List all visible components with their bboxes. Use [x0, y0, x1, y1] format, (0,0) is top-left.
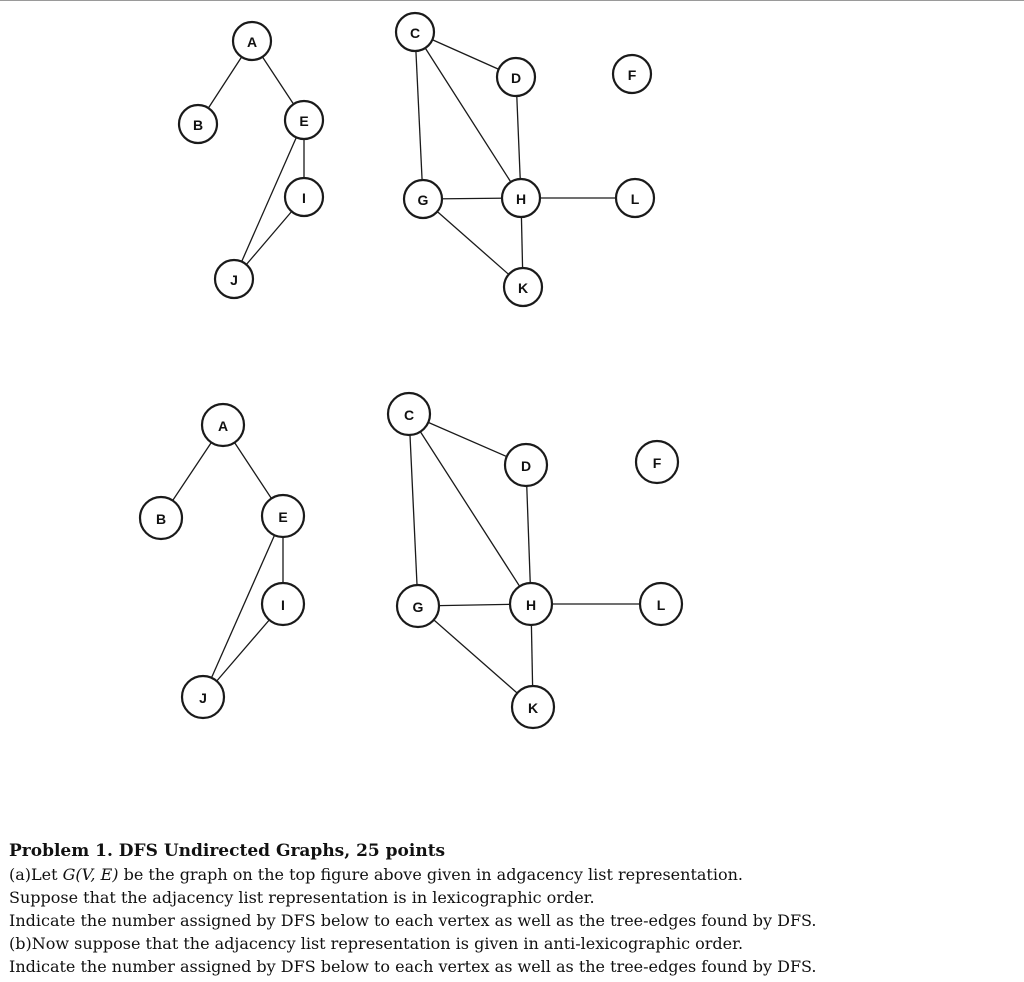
node-label: G — [412, 599, 424, 615]
node-j — [182, 676, 224, 718]
node-i — [285, 178, 323, 216]
node-label: F — [627, 67, 637, 83]
node-e — [262, 495, 304, 537]
problem-line-a-prefix: (a)Let — [9, 865, 63, 884]
problem-title: Problem 1. DFS Undirected Graphs, 25 points — [9, 841, 446, 861]
node-label: I — [281, 597, 285, 613]
node-l — [640, 583, 682, 625]
node-a — [233, 22, 271, 60]
node-b — [140, 497, 182, 539]
node-label: L — [630, 191, 640, 207]
node-b — [179, 105, 217, 143]
problem-line-a — [9, 863, 1009, 886]
node-label: A — [217, 418, 229, 434]
problem-line-a-rest: be the graph on the top figure above given in adgacency list representation. — [118, 865, 743, 884]
edge-c-g — [415, 32, 423, 199]
node-i — [262, 583, 304, 625]
node-c — [388, 393, 430, 435]
node-label: E — [299, 113, 309, 129]
graph-notation: G(V, E) — [62, 865, 119, 884]
problem-statement — [9, 840, 1009, 978]
node-k — [504, 268, 542, 306]
node-l — [616, 179, 654, 217]
node-a — [202, 404, 244, 446]
node-h — [510, 583, 552, 625]
node-g — [397, 585, 439, 627]
node-label: L — [656, 597, 666, 613]
node-d — [505, 444, 547, 486]
node-label: B — [155, 511, 167, 527]
node-label: A — [246, 34, 258, 50]
node-label: I — [302, 190, 306, 206]
node-label: B — [192, 117, 204, 133]
node-g — [404, 180, 442, 218]
node-c — [396, 13, 434, 51]
node-e — [285, 101, 323, 139]
node-label: E — [278, 509, 288, 525]
edge-c-h — [415, 32, 521, 198]
node-label: F — [652, 455, 662, 471]
graph-bottom — [0, 380, 1024, 740]
node-label: D — [520, 458, 532, 474]
node-label: C — [403, 407, 415, 423]
graph-top — [0, 0, 1024, 330]
problem-line: Indicate the number assigned by DFS below to each vertex as well as the tree-edges found by DFS. — [9, 957, 817, 976]
node-f — [636, 441, 678, 483]
node-label: J — [230, 272, 238, 288]
node-j — [215, 260, 253, 298]
node-label: K — [517, 280, 529, 296]
node-label: C — [409, 25, 421, 41]
node-d — [497, 58, 535, 96]
node-h — [502, 179, 540, 217]
node-label: H — [525, 597, 537, 613]
edge-c-h — [409, 414, 531, 604]
node-label: D — [510, 70, 522, 86]
node-label: J — [199, 690, 207, 706]
problem-line: Indicate the number assigned by DFS below to each vertex as well as the tree-edges found by DFS. — [9, 911, 817, 930]
problem-line: (b)Now suppose that the adjacency list representation is given in anti-lexicographic order. — [9, 934, 744, 953]
node-k — [512, 686, 554, 728]
node-label: G — [417, 192, 429, 208]
node-label: H — [515, 191, 527, 207]
node-label: K — [527, 700, 539, 716]
edge-g-k — [418, 606, 533, 707]
node-f — [613, 55, 651, 93]
problem-line: Suppose that the adjacency list representation is in lexicographic order. — [9, 888, 595, 907]
edge-c-g — [409, 414, 418, 606]
